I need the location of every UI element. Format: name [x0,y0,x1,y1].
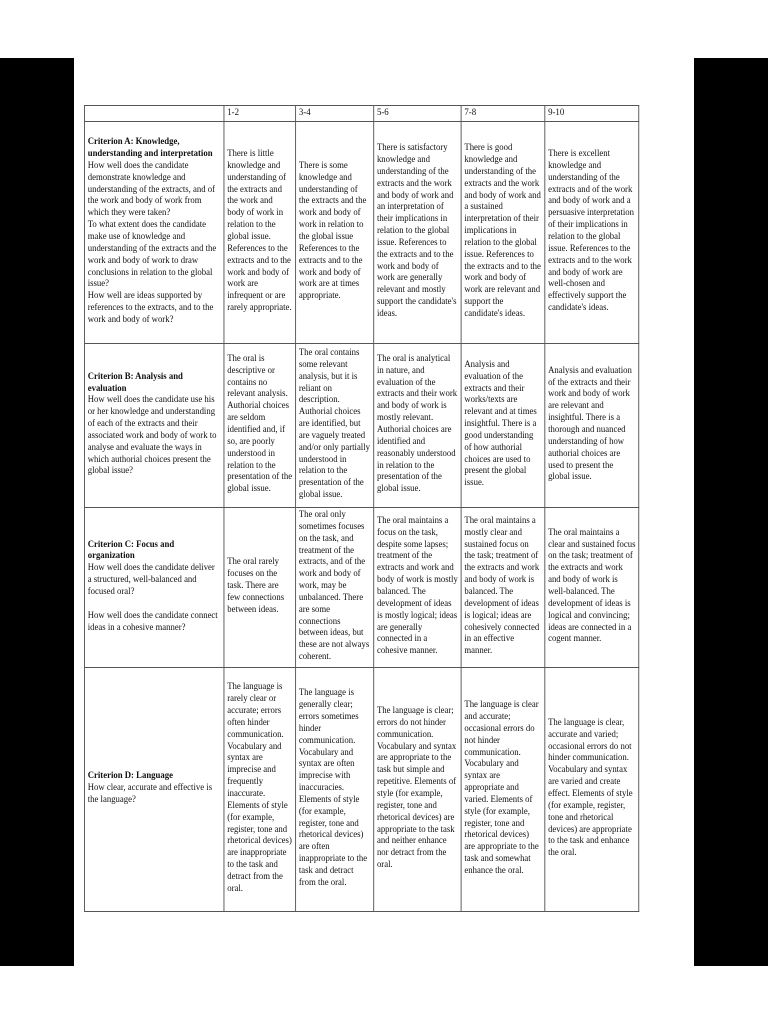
criterion-b-band-7-8: Analysis and evaluation of the extracts and their works/texts are relevant and at times insightful. There is a good understanding of how authorial choices are used to present the global issue. [461,343,545,507]
header-band-1-2: 1-2 [224,106,296,122]
left-black-border [0,58,74,966]
criterion-c-question-1: How well does the candidate deliver a structured, well-balanced and focused oral? [87,563,215,597]
criterion-c-title: Criterion C: Focus and organization [87,539,175,562]
header-band-9-10: 9-10 [545,106,639,122]
criterion-a-band-9-10: There is excellent knowledge and understanding of the extracts and of the work and body of work and a persuasive interpretation of their implications in relation to the global issue. References to the extracts and to the work and body of work are well-chosen and effectively support the candidate's ideas. [545,121,639,343]
header-row [84,106,638,122]
criterion-c-band-1-2: The oral rarely focuses on the task. There are few connections between ideas. [224,507,296,667]
criterion-c-band-7-8: The oral maintains a mostly clear and sustained focus on the task; treatment of the extracts and work and body of work is balanced. The development of ideas is logical; ideas are cohesively connected in an effective manner. [461,507,545,667]
criterion-b-question-1: How well does the candidate use his or her knowledge and understanding of each of the extracts and their associated work and body of work to analyse and evaluate the ways in which authorial choices present the global issue? [87,395,217,477]
criterion-b-cell [84,343,224,507]
criterion-c-cell [84,507,224,667]
criterion-b-row [84,343,638,507]
header-band-3-4: 3-4 [296,106,374,122]
criterion-d-band-9-10: The language is clear, accurate and varied; occasional errors do not hinder communication. Vocabulary and syntax are varied and create effect. Elements of style (for example, register, tone and rhetorical devices) are appropriate to the task and enhance the oral. [545,667,639,911]
criterion-c-band-3-4: The oral only sometimes focuses on the task, and treatment of the extracts, and of the work and body of work, may be unbalanced. There are some connections between ideas, but these are not always coherent. [296,507,374,667]
header-band-7-8: 7-8 [461,106,545,122]
criterion-a-band-7-8: There is good knowledge and understanding of the extracts and the work and body of work and a sustained interpretation of their implications in relation to the global issue. References to the extracts and to the work and body of work are relevant and support the candidate's ideas. [461,121,545,343]
top-margin [0,0,768,58]
criterion-a-question-1: How well does the candidate demonstrate knowledge and understanding of the extracts, and of the work and body of work from which they were taken? [87,160,216,219]
criterion-d-band-3-4: The language is generally clear; errors sometimes hinder communication. Vocabulary and syntax are often imprecise with inaccuracies. Elements of style (for example, register, tone and rhetorical devices) are often inappropriate to the task and detract from the oral. [296,667,374,911]
assessment-rubric-table [84,105,639,912]
criterion-c-question-2: How well does the candidate connect ideas in a cohesive manner? [87,610,218,633]
document-page [74,58,694,966]
criterion-a-title: Criterion A: Knowledge, understanding and interpretation [87,137,213,160]
criterion-b-band-3-4: The oral contains some relevant analysis, but it is reliant on description. Authorial choices are identified, but are vaguely treated and/or only partially understood in relation to the presentation of the global issue. [296,343,374,507]
header-band-5-6: 5-6 [374,106,461,122]
criterion-d-band-1-2: The language is rarely clear or accurate; errors often hinder communication. Vocabulary and syntax are imprecise and frequently inaccurate. Elements of style (for example, register, tone and rhetorical devices) are inappropriate to the task and detract from the oral. [224,667,296,911]
criterion-a-band-5-6: There is satisfactory knowledge and understanding of the extracts and the work and body of work and an interpretation of their implications in relation to the global issue. References to the extracts and to the work and body of work are generally relevant and mostly support the candidate's ideas. [374,121,461,343]
criterion-d-row [84,667,638,911]
right-black-border [694,58,768,966]
criterion-a-cell [84,121,224,343]
criterion-c-row [84,507,638,667]
criterion-b-title: Criterion B: Analysis and evaluation [87,371,183,394]
criterion-d-band-7-8: The language is clear and accurate; occasional errors do not hinder communication. Vocabulary and syntax are appropriate and varied. Elements of style (for example, register, tone and rhetorical devices) are appropriate to the task and somewhat enhance the oral. [461,667,545,911]
criterion-d-question-1: How clear, accurate and effective is the language? [87,783,213,805]
criterion-d-title: Criterion D: Language [87,771,173,782]
criterion-a-band-3-4: There is some knowledge and understanding of the extracts and the work and body of work in relation to the global issue References to the extracts and to the work and body of work are at times appropriate. [296,121,374,343]
criterion-b-band-5-6: The oral is analytical in nature, and evaluation of the extracts and their work and body of work is mostly relevant. Authorial choices are identified and reasonably understood in relation to the presentation of the global issue. [374,343,461,507]
criterion-c-band-9-10: The oral maintains a clear and sustained focus on the task; treatment of the extracts and work and body of work is well-balanced. The development of ideas is logical and convincing; ideas are connected in a cogent manner. [545,507,639,667]
criterion-b-band-9-10: Analysis and evaluation of the extracts and their work and body of work are relevant and insightful. There is a thorough and nuanced understanding of how authorial choices are used to present the global issue. [545,343,639,507]
criterion-a-row [84,121,638,343]
criterion-a-question-3: How well are ideas supported by references to the extracts, and to the work and body of work? [87,291,214,325]
criterion-d-band-5-6: The language is clear; errors do not hinder communication. Vocabulary and syntax are appropriate to the task but simple and repetitive. Elements of style (for example, register, tone and rhetorical devices) are appropriate to the task and neither enhance nor detract from the oral. [374,667,461,911]
criterion-d-cell [84,667,224,911]
bottom-margin [0,966,768,1024]
criterion-c-spacer [88,599,221,611]
criterion-a-band-1-2: There is little knowledge and understanding of the extracts and the work and body of work in relation to the global issue. References to the extracts and to the work and body of work are infrequent or are rarely appropriate. [224,121,296,343]
header-cell-blank [84,106,224,122]
criterion-c-band-5-6: The oral maintains a focus on the task, despite some lapses; treatment of the extracts and work and body of work is mostly balanced. The development of ideas is mostly logical; ideas are generally connected in a cohesive manner. [374,507,461,667]
criterion-b-band-1-2: The oral is descriptive or contains no relevant analysis. Authorial choices are seldom identified and, if so, are poorly understood in relation to the presentation of the global issue. [224,343,296,507]
criterion-a-question-2: To what extent does the candidate make use of knowledge and understanding of the extracts and the work and body of work to draw conclusions in relation to the global issue? [87,220,217,290]
